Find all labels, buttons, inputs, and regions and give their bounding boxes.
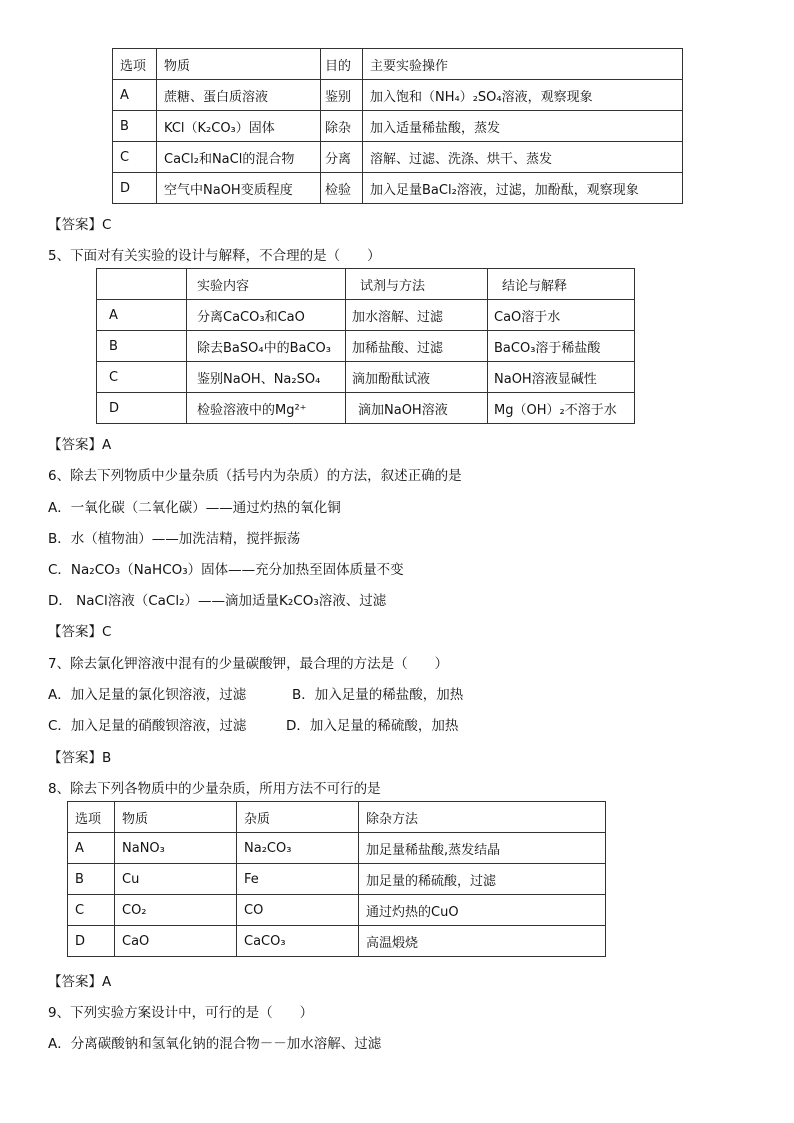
table-row [97, 300, 635, 331]
table-cell: 加水溶解、过滤 [346, 300, 488, 331]
table-row [68, 926, 606, 957]
table-row [68, 833, 606, 864]
header-cell: 选项 [68, 802, 115, 833]
header-cell: 实验内容 [187, 269, 346, 300]
table-cell: B [113, 111, 157, 142]
option-b: B．加入足量的稀盐酸，加热 [292, 687, 464, 703]
table-q8 [67, 801, 606, 957]
table-cell: 除杂 [321, 111, 363, 142]
table-cell: BaCO₃溶于稀盐酸 [488, 331, 635, 362]
table-cell: A [113, 80, 157, 111]
table-cell: A [68, 833, 115, 864]
option-d: D．加入足量的稀硫酸，加热 [286, 718, 459, 734]
table-cell: 加稀盐酸、过滤 [346, 331, 488, 362]
table-cell: 分离CaCO₃和CaO [187, 300, 346, 331]
answer-q5: 【答案】A [48, 437, 112, 453]
table-row [68, 895, 606, 926]
option-a: A．加入足量的氯化钡溶液，过滤 [48, 687, 247, 703]
table-row [97, 393, 635, 424]
table-cell: 加足量稀盐酸,蒸发结晶 [359, 833, 606, 864]
table-header-row [68, 802, 606, 833]
header-cell: 杂质 [237, 802, 359, 833]
header-cell: 除杂方法 [359, 802, 606, 833]
table-cell: Cu [115, 864, 237, 895]
table-cell: 加足量的稀硫酸，过滤 [359, 864, 606, 895]
table-cell: 加入饱和（NH₄）₂SO₄溶液，观察现象 [363, 80, 683, 111]
table-q4 [112, 48, 683, 204]
answer-q4: 【答案】C [48, 217, 112, 233]
table-cell: 高温煅烧 [359, 926, 606, 957]
table-header-row [97, 269, 635, 300]
table-cell: 蔗糖、蛋白质溶液 [157, 80, 321, 111]
table-cell: 鉴别 [321, 80, 363, 111]
table-cell: CaO溶于水 [488, 300, 635, 331]
answer-q7: 【答案】B [48, 750, 112, 766]
table-row [113, 142, 683, 173]
table-cell: NaNO₃ [115, 833, 237, 864]
table-cell: 检验溶液中的Mg²⁺ [187, 393, 346, 424]
table-cell: 溶解、过滤、洗涤、烘干、蒸发 [363, 142, 683, 173]
question-6-stem: 6、除去下列物质中少量杂质（括号内为杂质）的方法，叙述正确的是 [48, 468, 462, 484]
table-row [97, 331, 635, 362]
table-row [113, 111, 683, 142]
table-cell: 通过灼热的CuO [359, 895, 606, 926]
header-cell: 物质 [157, 49, 321, 80]
table-cell: CO [237, 895, 359, 926]
table-cell: 加入足量BaCl₂溶液，过滤，加酚酞，观察现象 [363, 173, 683, 204]
table-cell: CaO [115, 926, 237, 957]
table-cell: 滴加NaOH溶液 [346, 393, 488, 424]
question-9-stem: 9、下列实验方案设计中，可行的是（ ） [48, 1005, 314, 1021]
header-cell: 结论与解释 [488, 269, 635, 300]
table-cell: C [68, 895, 115, 926]
table-cell: B [97, 331, 187, 362]
table-q5 [96, 268, 635, 424]
table-cell: D [113, 173, 157, 204]
table-cell: 滴加酚酞试液 [346, 362, 488, 393]
table-cell: Mg（OH）₂不溶于水 [488, 393, 635, 424]
option-c: C．Na₂CO₃（NaHCO₃）固体——充分加热至固体质量不变 [48, 562, 404, 578]
table-cell: Na₂CO₃ [237, 833, 359, 864]
question-8-stem: 8、除去下列各物质中的少量杂质，所用方法不可行的是 [48, 781, 381, 797]
table-cell: CO₂ [115, 895, 237, 926]
table-cell: C [97, 362, 187, 393]
table-cell: C [113, 142, 157, 173]
option-a: A．分离碳酸钠和氢氧化钠的混合物－－加水溶解、过滤 [48, 1036, 382, 1052]
table-cell: NaOH溶液显碱性 [488, 362, 635, 393]
table-cell: 分离 [321, 142, 363, 173]
table-row [113, 80, 683, 111]
table-cell: D [68, 926, 115, 957]
answer-q8: 【答案】A [48, 974, 112, 990]
table-cell: B [68, 864, 115, 895]
option-d: D． NaCl溶液（CaCl₂）——滴加适量K₂CO₃溶液、过滤 [48, 593, 387, 609]
table-cell: 鉴别NaOH、Na₂SO₄ [187, 362, 346, 393]
table-cell: CaCl₂和NaCl的混合物 [157, 142, 321, 173]
table-row [68, 864, 606, 895]
table-cell: Fe [237, 864, 359, 895]
header-cell: 物质 [115, 802, 237, 833]
header-cell [97, 269, 187, 300]
table-header-row [113, 49, 683, 80]
table-cell: 除去BaSO₄中的BaCO₃ [187, 331, 346, 362]
question-5-stem: 5、下面对有关实验的设计与解释，不合理的是（ ） [48, 248, 381, 264]
table-cell: 空气中NaOH变质程度 [157, 173, 321, 204]
header-cell: 主要实验操作 [363, 49, 683, 80]
header-cell: 目的 [321, 49, 363, 80]
option-c: C．加入足量的硝酸钡溶液，过滤 [48, 718, 247, 734]
header-cell: 试剂与方法 [346, 269, 488, 300]
table-cell: A [97, 300, 187, 331]
table-cell: CaCO₃ [237, 926, 359, 957]
option-a: A．一氧化碳（二氧化碳）——通过灼热的氧化铜 [48, 500, 341, 516]
answer-q6: 【答案】C [48, 624, 112, 640]
table-cell: KCl（K₂CO₃）固体 [157, 111, 321, 142]
option-b: B．水（植物油）——加洗洁精，搅拌振荡 [48, 531, 301, 547]
table-cell: D [97, 393, 187, 424]
table-cell: 检验 [321, 173, 363, 204]
header-cell: 选项 [113, 49, 157, 80]
table-row [113, 173, 683, 204]
table-cell: 加入适量稀盐酸，蒸发 [363, 111, 683, 142]
question-7-stem: 7、除去氯化钾溶液中混有的少量碳酸钾，最合理的方法是（ ） [48, 656, 449, 672]
table-row [97, 362, 635, 393]
